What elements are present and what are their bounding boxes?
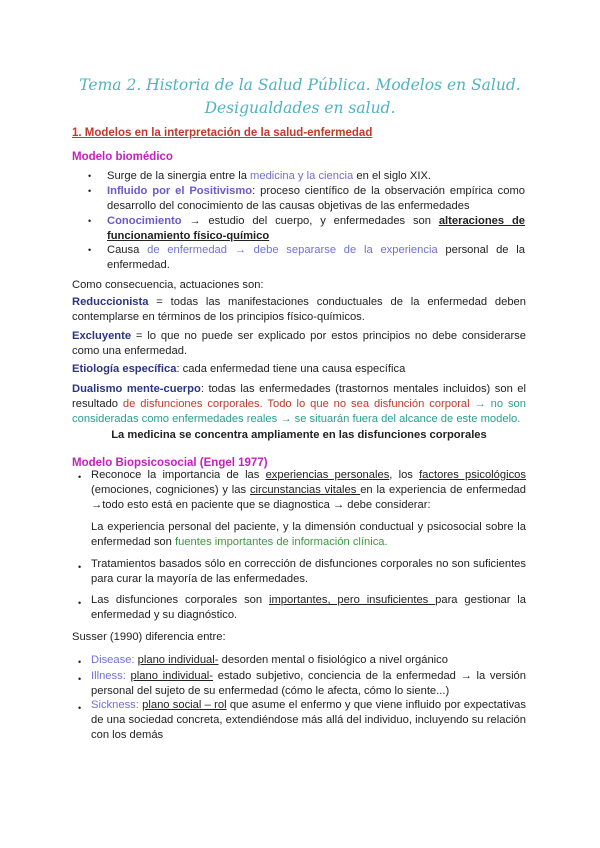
list-item: Las disfunciones corporales son importantes, pero insuficientes para gestionar la enfermedad y su diagnóstico. [91,594,527,621]
bullet-icon: • [78,703,82,713]
paragraph-excluyente: Excluyente = lo que no puede ser explicado por estos principios no debe considerarse como una enfermedad. [72,330,526,357]
paragraph-reduccionista: Reduccionista = todas las manifestaciones conductuales de la enfermedad deben contemplarse en términos de los principios físico-químicos. [72,296,526,323]
bullet-icon: • [78,598,82,608]
list-item-disease: Disease: plano individual- desorden mental o fisiológico a nivel orgánico [91,654,448,666]
bullet-icon: • [88,186,92,196]
bullet-icon: • [88,171,92,181]
conclusion-line: La medicina se concentra ampliamente en las disfunciones corporales [111,429,487,441]
paragraph: Como consecuencia, actuaciones son: [72,279,264,291]
subsection-heading-biopsicosocial: Modelo Biopsicosocial (Engel 1977) [72,457,268,469]
list-item: Surge de la sinergia entre la medicina y la ciencia en el siglo XIX. [107,170,432,182]
bullet-icon: • [78,562,82,572]
paragraph-etiologia: Etiología específica: cada enfermedad tiene una causa específica [72,363,406,375]
bullet-icon: • [88,216,92,226]
paragraph: Susser (1990) diferencia entre: [72,631,226,643]
paragraph-dualismo: Dualismo mente-cuerpo: todas las enfermedades (trastornos mentales incluidos) son el resultado de disfunciones corporales. Todo lo que no sea disfunción corporal → no son consideradas como enfermedades reales → se situarán fuera del alcance de este modelo. [72,383,526,425]
bullet-icon: • [78,674,82,684]
section-heading: 1. Modelos en la interpretación de la salud-enfermedad [72,127,373,139]
bullet-icon: • [88,245,92,255]
list-item: Tratamientos basados sólo en corrección de disfunciones corporales no son suficientes para curar la mayoría de las enfermedades. [91,558,526,585]
page-title: Tema 2. Historia de la Salud Pública. Modelos en Salud. Desigualdades en salud. [79,76,521,117]
subsection-heading-biomedico: Modelo biomédico [72,151,173,163]
bullet-icon: • [78,657,82,667]
bullet-icon: • [78,472,82,482]
list-item-paragraph: La experiencia personal del paciente, y la dimensión conductual y psicosocial sobre la enfermedad son fuentes importantes de información clínica. [91,521,526,548]
list-item: Conocimiento → estudio del cuerpo, y enfermedades son alteraciones de funcionamiento físico-químico [107,215,525,242]
list-item: Influido por el Positivismo: proceso científico de la observación empírica como desarrollo del conocimiento de las causas objetivas de las enfermedades [107,185,526,212]
list-item-illness: Illness: plano individual- estado subjetivo, conciencia de la enfermedad → la versión personal del sujeto de su enfermedad (cómo le afecta, cómo lo siente...) [91,670,526,697]
list-item: Causa de enfermedad → debe separarse de la experiencia personal de la enfermedad. [107,244,525,271]
list-item: Reconoce la importancia de las experiencias personales, los factores psicológicos (emociones, cogniciones) y las circunstancias vitales en la experiencia de enfermedad →todo esto está en paciente que se diagnostica → debe considerar: [91,469,527,511]
list-item-sickness: Sickness: plano social – rol que asume el enfermo y que viene influido por expectativas de una sociedad concreta, extendiéndose más allá del individuo, incluyendo su relación con los demás [91,699,526,741]
